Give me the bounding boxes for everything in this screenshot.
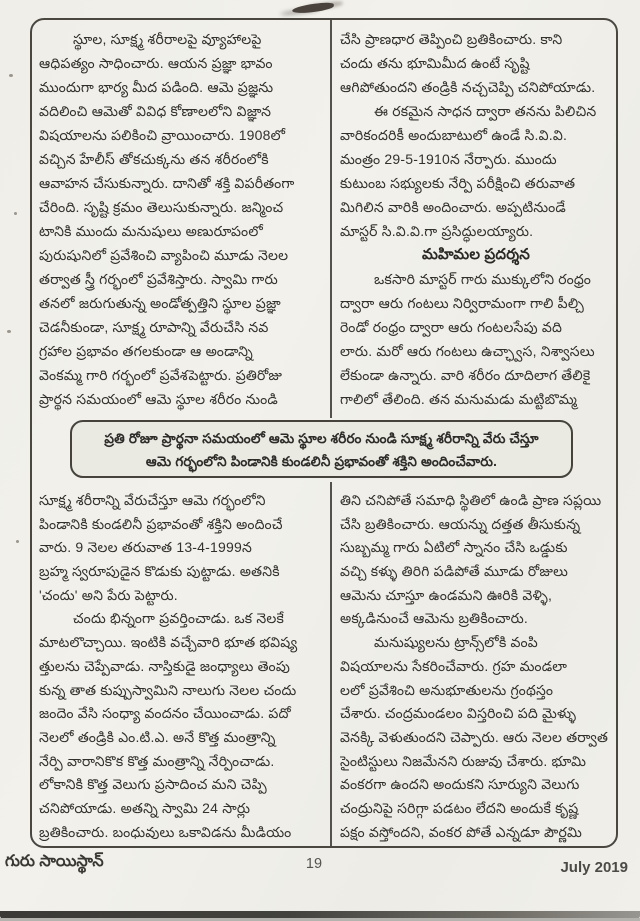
text-line: పురుషునిలో ప్రవేశించి వ్యాపించి మూడు నెలల [39, 247, 289, 263]
text-line: ఆవాహన చేసుకున్నారు. దానితో శక్తి విపరీతంగా [39, 175, 295, 191]
text-line: తనలో జరుగుతున్న అండోత్పత్తిని స్థూల ప్రజ్ఞా [39, 295, 281, 311]
text-line: తర్వాత స్త్రీ గర్భంలో ప్రవేశిస్తారు. స్వామి గారు [39, 271, 278, 287]
column-divider-bottom [330, 482, 332, 846]
page-number: 19 [305, 856, 323, 872]
issue-date: July 2019 [560, 859, 628, 876]
text-line: మిగిలిన వారికి అందించారు. అప్పటినుండే [340, 199, 566, 215]
column-top-left [39, 27, 323, 411]
text-line: త్తులను చెప్పేవాడు. నాస్తికుడై జంధ్యాలు తెంపు [39, 657, 291, 674]
text-line: స్థూల, సూక్ష్మ శరీరాలపై వ్యూహాలపై [73, 31, 262, 47]
scan-speck [9, 74, 13, 77]
text-line: సూక్ష్మ శరీరాన్ని వేరుచేస్తూ ఆమె గర్భంలోని [39, 492, 266, 508]
text-line: మాటలొచ్చాయి. ఇంటికి వచ్చేవారి భూత భవిష్య [39, 634, 298, 651]
text-line: తిని చనిపోతే సమాధి స్థితిలో ఉండి ప్రాణ సప్లయి [340, 492, 602, 508]
text-line: చేసి బ్రతికించారు. ఆయన్ను దత్తత తీసుకున్న [340, 515, 581, 532]
text-line: వారు. 9 నెలల తరువాత 13-4-1999న [39, 539, 252, 556]
text-line: ఆగిపోతుందని తండ్రికి నచ్చచెప్పి చనిపోయాడు. [340, 79, 596, 95]
text-line: విషయాలను సేకరించేవారు. గ్రహ మండలా [340, 657, 568, 674]
text-line: వచ్చిన హేలీస్ తోకచుక్కను తన శరీరంలోకి [39, 151, 269, 167]
text-line: టానికి ముందు మనుషులు అణురూపంలో [39, 223, 263, 239]
text-line: పిండానికి కుండలినీ ప్రభావంతో శక్తిని అందించే [39, 515, 283, 532]
text-line: జందెం వేసి సంధ్యా వందనం చేయించాడు. పదో [39, 705, 291, 722]
paragraph [340, 631, 612, 844]
text-line: పక్షం వస్తోందని, వంకర పోతే ఎన్నడూ పౌర్ణమి [340, 823, 582, 840]
text-line: వంకరగా ఉందని అందుకని సూర్యుని వెలుగు [340, 776, 580, 793]
text-line: చందు భిన్నంగా ప్రవర్తించాడు. ఒక నెలకే [73, 610, 285, 627]
text-line: లారు. మరో ఆరు గంటలు ఉచ్ఛ్వాస, నిశ్వాసలు [340, 343, 595, 359]
text-line: ఒకసారి మాస్టర్ గారు ముక్కులోని రంధ్రం [374, 271, 592, 287]
column-top-right [340, 27, 612, 411]
heading-text: మహిమల ప్రదర్శన [421, 246, 531, 263]
text-line: ముందుగా భార్య మీద పడింది. ఆమె ప్రజ్ఞను [39, 79, 274, 95]
callout-text-line: ఆమె గర్భంలోని పిండానికి కుండలినీ ప్రభావంతో శక్తిని అందించేవారు. [145, 454, 498, 469]
text-line: ఆధిపత్యం సాధించారు. ఆయన ప్రజ్ఞా భావం [39, 55, 273, 71]
text-line: చంద్రునిపై సరిగ్గా పడటం లేదని అందుకే కృష్ణ [340, 799, 579, 816]
text-line: వచ్చి కళ్ళు తిరిగి పడిపోతే మూడు రోజులు [340, 563, 569, 580]
callout-box [70, 420, 573, 478]
text-line: సుబ్బమ్మ గారు ఏటిలో స్నానం చేసి ఒడ్డుకు [340, 539, 568, 556]
text-line: ఈ రకమైన సాధన ద్వారా తనను పిలిచిన [374, 103, 597, 119]
text-line: కుటుంబ సభ్యులకు నేర్పి పరీక్షించి తరువాత [340, 175, 576, 191]
text-line: 'చందు' అని పేరు పెట్టారు. [39, 586, 178, 603]
text-line: నెలలో తండ్రికి ఎం.టి.ఎ. అనే కొత్త మంత్రాన్ని [39, 728, 276, 745]
scan-speck [14, 212, 17, 215]
paragraph [39, 489, 323, 607]
paragraph [39, 27, 323, 411]
text-line: చేశారు. చంద్రమండలం విస్తరించి పది మైళ్ళు [340, 705, 577, 722]
text-line: ద్వారా ఆరు గంటలు నిర్విరామంగా గాలి పీల్చి [340, 295, 584, 311]
callout-text-line: ప్రతి రోజూ ప్రార్థనా సమయంలో ఆమె స్థూల శరీరం నుండి సూక్ష్మ శరీరాన్ని వేరు చేస్తూ [104, 431, 539, 446]
scan-speck [7, 330, 11, 333]
paragraph [39, 607, 323, 844]
text-line: చేరింది. సృష్టి క్రమం తెలుసుకున్నారు. జన్మించ [39, 199, 284, 215]
text-line: నేర్పి వారానికొక కొత్త మంత్రాన్ని నేర్పించాడు. [39, 752, 275, 769]
text-line: బ్రహ్మ స్వరూపుడైన కొడుకు పుట్టాడు. అతనికి [39, 563, 280, 580]
text-line: ప్రార్థన సమయంలో ఆమె స్థూల శరీరం నుండి [39, 391, 278, 407]
text-line: చెడనీకుండా, సూక్ష్మ రూపాన్ని వేరుచేసి నవ [39, 319, 269, 335]
text-line: అక్కడినుంచే ఆమెను బ్రతికించారు. [340, 610, 529, 627]
column-divider-top [330, 20, 332, 418]
text-line: చేసి ప్రాణధార తెప్పించి బ్రతికించారు. కాని [340, 31, 563, 47]
text-line: సైంటిస్టులు నిజమేనని రుజువు చేశారు. భూమి [340, 752, 587, 769]
text-line: వెంకమ్మ గారి గర్భంలో ప్రవేశపెట్టారు. ప్రతిరోజు [39, 367, 283, 383]
text-line: చందు తను భూమిమీద ఉంటే సృష్టి [340, 55, 530, 71]
text-line: వెనక్కి వెళుతుందని చెప్పారు. ఆరు నెలల తర్వాత [340, 728, 609, 745]
paragraph [340, 27, 612, 99]
text-line: గ్రహాల ప్రభావం తగలకుండా ఆ అండాన్ని [39, 343, 253, 359]
section-heading [340, 243, 612, 267]
column-bottom-right [340, 489, 612, 844]
text-line: వదిలించి ఆమెతో వివిధ కోణాలలోని విజ్ఞాన [39, 103, 272, 119]
page-footer [0, 850, 640, 880]
text-line: వారికందరికీ అందుబాటులో ఉండే సి.వి.వి. [340, 127, 568, 143]
text-line: లేకుండా ఉన్నారు. వారి శరీరం దూదిలాగ తేలికై [340, 367, 591, 383]
column-bottom-left [39, 489, 323, 844]
magazine-title: గురు సాయిస్థాన్ [5, 853, 104, 870]
text-line: చనిపోయాడు. అతన్ని స్వామి 24 సార్లు [39, 799, 251, 816]
text-line: రెండో రంధ్రం ద్వారా ఆరు గంటలసేపు వది [340, 319, 563, 335]
text-line: ఆమెను చూస్తూ ఉండమని ఊరికి వెళ్ళి, [340, 586, 553, 603]
text-line: లలో ప్రవేశించి అనుభూతులను గ్రంథస్తం [340, 681, 554, 698]
paragraph [340, 489, 612, 631]
text-line: లోకానికి కొత్త వెలుగు ప్రసాదించ మని చెప్పి [39, 776, 267, 793]
text-line: మాస్టర్ సి.వి.వి.గా ప్రసిద్ధులయ్యారు. [340, 223, 534, 239]
text-line: మనుష్యులను ట్రాన్స్‌లోకి వంపి [374, 634, 538, 651]
scan-smudge [292, 1, 335, 14]
scan-speck [16, 540, 19, 543]
text-line: గాలిలో తేలింది. తన మనుమడు మట్టిబొమ్మ [340, 391, 578, 407]
text-line: కున్న తాత కుప్పుస్వామిని నాలుగు నెలల చందు [39, 681, 297, 698]
text-line: బ్రతికించారు. బంధువులు ఒకావిడను మీడియం [39, 823, 292, 840]
paragraph [340, 267, 612, 411]
text-line: విషయాలను పలికించి వ్రాయించారు. 1908లో [39, 127, 286, 143]
text-line: మంత్రం 29-5-1910న నేర్పారు. ముందు [340, 151, 557, 167]
paragraph [340, 99, 612, 243]
